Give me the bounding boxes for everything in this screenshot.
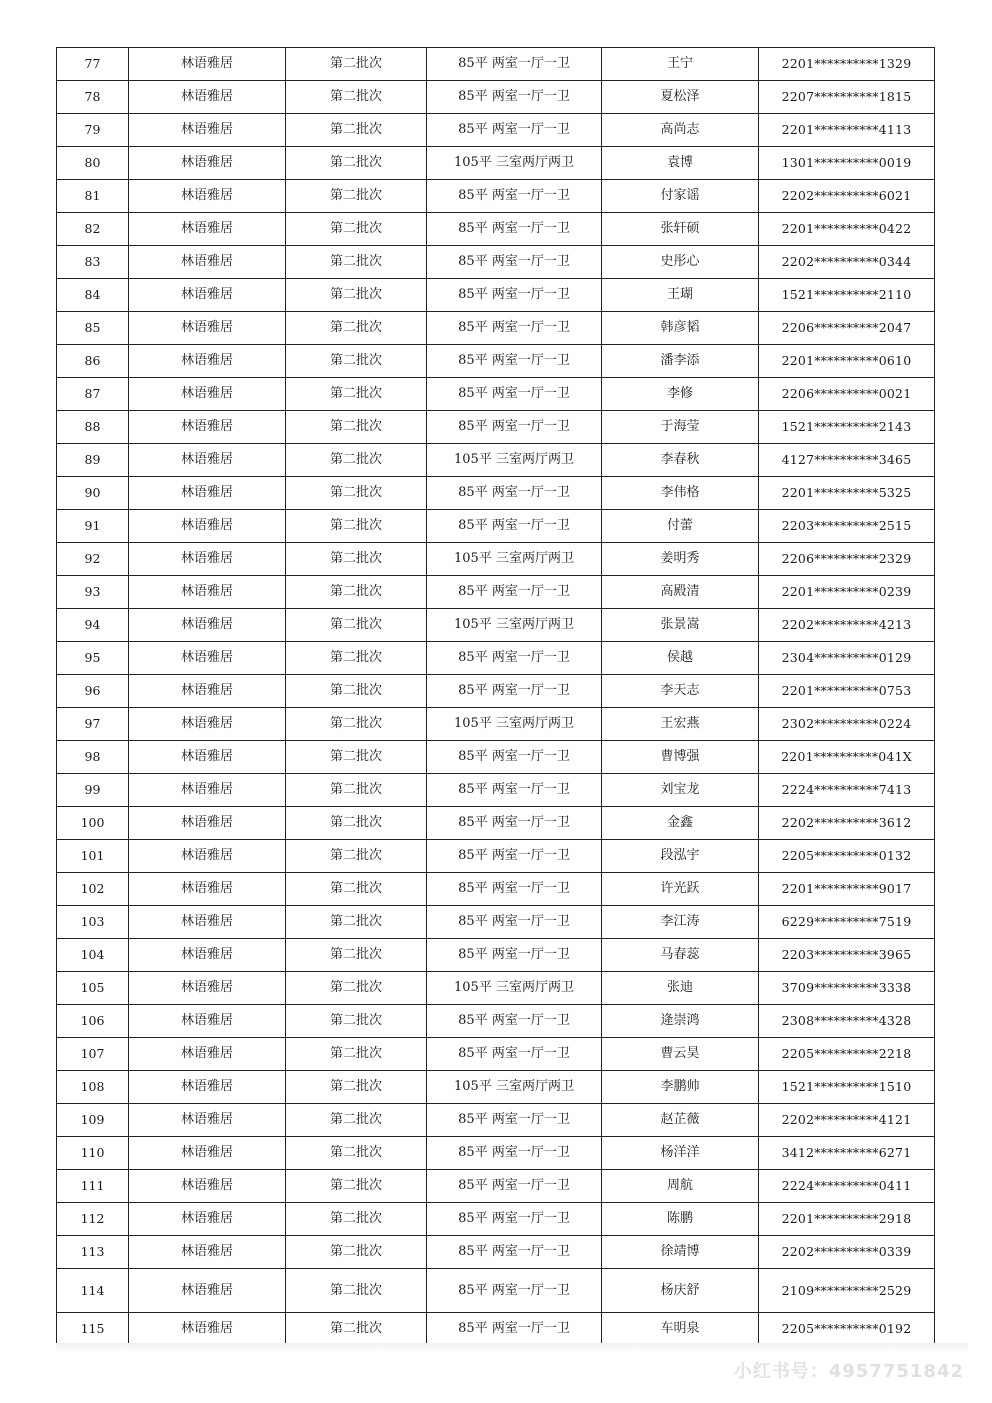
- resident-name: 李修: [602, 378, 759, 411]
- table-row: [57, 1170, 935, 1203]
- id-number: 2206**********0021: [759, 378, 935, 411]
- id-number: 2202**********6021: [759, 180, 935, 213]
- community-name: 林语雅居: [129, 807, 286, 840]
- id-number: 2202**********4213: [759, 609, 935, 642]
- community-name: 林语雅居: [129, 774, 286, 807]
- id-number: 2203**********3965: [759, 939, 935, 972]
- row-number: 83: [57, 246, 129, 279]
- batch-label: 第二批次: [286, 213, 427, 246]
- unit-type: 105平 三室两厅两卫: [427, 972, 602, 1005]
- id-number: 3709**********3338: [759, 972, 935, 1005]
- table-row: [57, 543, 935, 576]
- batch-label: 第二批次: [286, 180, 427, 213]
- table-row: [57, 675, 935, 708]
- unit-type: 85平 两室一厅一卫: [427, 510, 602, 543]
- resident-name: 曹博强: [602, 741, 759, 774]
- resident-name: 马春蕊: [602, 939, 759, 972]
- batch-label: 第二批次: [286, 873, 427, 906]
- table-row: [57, 114, 935, 147]
- row-number: 89: [57, 444, 129, 477]
- table-row: [57, 741, 935, 774]
- resident-name: 金鑫: [602, 807, 759, 840]
- row-number: 111: [57, 1170, 129, 1203]
- id-number: 2201**********1329: [759, 48, 935, 81]
- id-number: 2202**********3612: [759, 807, 935, 840]
- id-number: 2109**********2529: [759, 1269, 935, 1313]
- id-number: 2202**********0344: [759, 246, 935, 279]
- resident-name: 韩彦韬: [602, 312, 759, 345]
- community-name: 林语雅居: [129, 312, 286, 345]
- row-number: 108: [57, 1071, 129, 1104]
- table-row: [57, 279, 935, 312]
- batch-label: 第二批次: [286, 378, 427, 411]
- resident-name: 张轩硕: [602, 213, 759, 246]
- row-number: 110: [57, 1137, 129, 1170]
- community-name: 林语雅居: [129, 873, 286, 906]
- resident-name: 逄崇鸿: [602, 1005, 759, 1038]
- unit-type: 85平 两室一厅一卫: [427, 642, 602, 675]
- batch-label: 第二批次: [286, 675, 427, 708]
- table-row: [57, 1038, 935, 1071]
- community-name: 林语雅居: [129, 1071, 286, 1104]
- row-number: 100: [57, 807, 129, 840]
- batch-label: 第二批次: [286, 246, 427, 279]
- row-number: 80: [57, 147, 129, 180]
- resident-name: 王瑚: [602, 279, 759, 312]
- unit-type: 85平 两室一厅一卫: [427, 873, 602, 906]
- unit-type: 85平 两室一厅一卫: [427, 477, 602, 510]
- batch-label: 第二批次: [286, 543, 427, 576]
- resident-name: 史彤心: [602, 246, 759, 279]
- community-name: 林语雅居: [129, 1269, 286, 1313]
- community-name: 林语雅居: [129, 147, 286, 180]
- unit-type: 85平 两室一厅一卫: [427, 807, 602, 840]
- batch-label: 第二批次: [286, 1137, 427, 1170]
- resident-name: 侯越: [602, 642, 759, 675]
- table-row: [57, 708, 935, 741]
- batch-label: 第二批次: [286, 1038, 427, 1071]
- unit-type: 85平 两室一厅一卫: [427, 675, 602, 708]
- row-number: 99: [57, 774, 129, 807]
- unit-type: 85平 两室一厅一卫: [427, 1313, 602, 1346]
- batch-label: 第二批次: [286, 939, 427, 972]
- table-row: [57, 972, 935, 1005]
- row-number: 109: [57, 1104, 129, 1137]
- community-name: 林语雅居: [129, 477, 286, 510]
- resident-name: 潘李添: [602, 345, 759, 378]
- allocation-table: [56, 47, 935, 1346]
- batch-label: 第二批次: [286, 741, 427, 774]
- unit-type: 105平 三室两厅两卫: [427, 1071, 602, 1104]
- table-row: [57, 1313, 935, 1346]
- table-row: [57, 774, 935, 807]
- unit-type: 85平 两室一厅一卫: [427, 81, 602, 114]
- table-row: [57, 840, 935, 873]
- resident-name: 高殿清: [602, 576, 759, 609]
- table-row: [57, 312, 935, 345]
- row-number: 78: [57, 81, 129, 114]
- resident-name: 段泓宇: [602, 840, 759, 873]
- batch-label: 第二批次: [286, 312, 427, 345]
- row-number: 97: [57, 708, 129, 741]
- batch-label: 第二批次: [286, 774, 427, 807]
- community-name: 林语雅居: [129, 1137, 286, 1170]
- community-name: 林语雅居: [129, 246, 286, 279]
- row-number: 79: [57, 114, 129, 147]
- resident-name: 袁博: [602, 147, 759, 180]
- id-number: 3412**********6271: [759, 1137, 935, 1170]
- community-name: 林语雅居: [129, 114, 286, 147]
- id-number: 2201**********041X: [759, 741, 935, 774]
- unit-type: 85平 两室一厅一卫: [427, 774, 602, 807]
- unit-type: 85平 两室一厅一卫: [427, 1104, 602, 1137]
- batch-label: 第二批次: [286, 642, 427, 675]
- table-row: [57, 510, 935, 543]
- id-number: 2205**********2218: [759, 1038, 935, 1071]
- batch-label: 第二批次: [286, 1236, 427, 1269]
- table-row: [57, 939, 935, 972]
- batch-label: 第二批次: [286, 411, 427, 444]
- unit-type: 105平 三室两厅两卫: [427, 147, 602, 180]
- id-number: 2202**********0339: [759, 1236, 935, 1269]
- table-row: [57, 642, 935, 675]
- unit-type: 85平 两室一厅一卫: [427, 840, 602, 873]
- batch-label: 第二批次: [286, 1005, 427, 1038]
- unit-type: 85平 两室一厅一卫: [427, 939, 602, 972]
- resident-name: 夏松泽: [602, 81, 759, 114]
- community-name: 林语雅居: [129, 180, 286, 213]
- batch-label: 第二批次: [286, 1104, 427, 1137]
- resident-name: 姜明秀: [602, 543, 759, 576]
- community-name: 林语雅居: [129, 741, 286, 774]
- table-row: [57, 873, 935, 906]
- community-name: 林语雅居: [129, 675, 286, 708]
- community-name: 林语雅居: [129, 708, 286, 741]
- batch-label: 第二批次: [286, 279, 427, 312]
- resident-name: 徐靖博: [602, 1236, 759, 1269]
- id-number: 2224**********7413: [759, 774, 935, 807]
- resident-name: 李鹏帅: [602, 1071, 759, 1104]
- row-number: 114: [57, 1269, 129, 1313]
- id-number: 2205**********0192: [759, 1313, 935, 1346]
- table-row: [57, 246, 935, 279]
- resident-name: 车明泉: [602, 1313, 759, 1346]
- resident-name: 王宁: [602, 48, 759, 81]
- unit-type: 85平 两室一厅一卫: [427, 411, 602, 444]
- community-name: 林语雅居: [129, 378, 286, 411]
- community-name: 林语雅居: [129, 279, 286, 312]
- batch-label: 第二批次: [286, 1170, 427, 1203]
- table-row: [57, 1137, 935, 1170]
- id-number: 2207**********1815: [759, 81, 935, 114]
- batch-label: 第二批次: [286, 840, 427, 873]
- community-name: 林语雅居: [129, 345, 286, 378]
- id-number: 2202**********4121: [759, 1104, 935, 1137]
- table-row: [57, 180, 935, 213]
- unit-type: 85平 两室一厅一卫: [427, 1038, 602, 1071]
- row-number: 101: [57, 840, 129, 873]
- table-row: [57, 906, 935, 939]
- resident-name: 李伟格: [602, 477, 759, 510]
- community-name: 林语雅居: [129, 1313, 286, 1346]
- table-row: [57, 1203, 935, 1236]
- unit-type: 85平 两室一厅一卫: [427, 1005, 602, 1038]
- resident-name: 李天志: [602, 675, 759, 708]
- unit-type: 85平 两室一厅一卫: [427, 279, 602, 312]
- row-number: 87: [57, 378, 129, 411]
- row-number: 112: [57, 1203, 129, 1236]
- unit-type: 85平 两室一厅一卫: [427, 180, 602, 213]
- row-number: 82: [57, 213, 129, 246]
- unit-type: 105平 三室两厅两卫: [427, 708, 602, 741]
- row-number: 98: [57, 741, 129, 774]
- batch-label: 第二批次: [286, 1269, 427, 1313]
- unit-type: 105平 三室两厅两卫: [427, 543, 602, 576]
- batch-label: 第二批次: [286, 81, 427, 114]
- resident-name: 李江涛: [602, 906, 759, 939]
- batch-label: 第二批次: [286, 345, 427, 378]
- row-number: 113: [57, 1236, 129, 1269]
- resident-name: 许光跃: [602, 873, 759, 906]
- community-name: 林语雅居: [129, 906, 286, 939]
- table-body: [57, 48, 935, 1346]
- unit-type: 85平 两室一厅一卫: [427, 378, 602, 411]
- resident-name: 杨洋洋: [602, 1137, 759, 1170]
- resident-name: 赵芷薇: [602, 1104, 759, 1137]
- id-number: 2201**********0422: [759, 213, 935, 246]
- unit-type: 85平 两室一厅一卫: [427, 1269, 602, 1313]
- table-row: [57, 411, 935, 444]
- community-name: 林语雅居: [129, 81, 286, 114]
- id-number: 2201**********5325: [759, 477, 935, 510]
- resident-name: 付家谣: [602, 180, 759, 213]
- resident-name: 周航: [602, 1170, 759, 1203]
- table-row: [57, 444, 935, 477]
- row-number: 92: [57, 543, 129, 576]
- row-number: 90: [57, 477, 129, 510]
- unit-type: 85平 两室一厅一卫: [427, 114, 602, 147]
- resident-name: 杨庆舒: [602, 1269, 759, 1313]
- id-number: 2308**********4328: [759, 1005, 935, 1038]
- table-row: [57, 1269, 935, 1313]
- row-number: 84: [57, 279, 129, 312]
- table-row: [57, 81, 935, 114]
- resident-name: 曹云昊: [602, 1038, 759, 1071]
- unit-type: 85平 两室一厅一卫: [427, 906, 602, 939]
- row-number: 94: [57, 609, 129, 642]
- community-name: 林语雅居: [129, 543, 286, 576]
- resident-name: 于海莹: [602, 411, 759, 444]
- row-number: 93: [57, 576, 129, 609]
- resident-name: 高尚志: [602, 114, 759, 147]
- batch-label: 第二批次: [286, 576, 427, 609]
- page-shadow: [56, 1343, 968, 1353]
- batch-label: 第二批次: [286, 906, 427, 939]
- id-number: 2201**********4113: [759, 114, 935, 147]
- unit-type: 85平 两室一厅一卫: [427, 1236, 602, 1269]
- resident-name: 陈鹏: [602, 1203, 759, 1236]
- batch-label: 第二批次: [286, 972, 427, 1005]
- community-name: 林语雅居: [129, 642, 286, 675]
- id-number: 1521**********1510: [759, 1071, 935, 1104]
- resident-name: 王宏燕: [602, 708, 759, 741]
- unit-type: 105平 三室两厅两卫: [427, 609, 602, 642]
- batch-label: 第二批次: [286, 114, 427, 147]
- resident-name: 李春秋: [602, 444, 759, 477]
- community-name: 林语雅居: [129, 939, 286, 972]
- unit-type: 85平 两室一厅一卫: [427, 213, 602, 246]
- row-number: 106: [57, 1005, 129, 1038]
- batch-label: 第二批次: [286, 807, 427, 840]
- batch-label: 第二批次: [286, 48, 427, 81]
- unit-type: 85平 两室一厅一卫: [427, 312, 602, 345]
- row-number: 105: [57, 972, 129, 1005]
- community-name: 林语雅居: [129, 48, 286, 81]
- unit-type: 85平 两室一厅一卫: [427, 1137, 602, 1170]
- unit-type: 85平 两室一厅一卫: [427, 345, 602, 378]
- table-row: [57, 576, 935, 609]
- row-number: 95: [57, 642, 129, 675]
- community-name: 林语雅居: [129, 1170, 286, 1203]
- id-number: 2205**********0132: [759, 840, 935, 873]
- unit-type: 85平 两室一厅一卫: [427, 741, 602, 774]
- batch-label: 第二批次: [286, 1313, 427, 1346]
- community-name: 林语雅居: [129, 972, 286, 1005]
- unit-type: 85平 两室一厅一卫: [427, 246, 602, 279]
- table-row: [57, 213, 935, 246]
- table-row: [57, 1071, 935, 1104]
- id-number: 4127**********3465: [759, 444, 935, 477]
- community-name: 林语雅居: [129, 576, 286, 609]
- unit-type: 85平 两室一厅一卫: [427, 576, 602, 609]
- batch-label: 第二批次: [286, 1203, 427, 1236]
- table-row: [57, 48, 935, 81]
- row-number: 88: [57, 411, 129, 444]
- id-number: 1521**********2110: [759, 279, 935, 312]
- row-number: 96: [57, 675, 129, 708]
- batch-label: 第二批次: [286, 510, 427, 543]
- community-name: 林语雅居: [129, 510, 286, 543]
- table-row: [57, 378, 935, 411]
- batch-label: 第二批次: [286, 147, 427, 180]
- id-number: 2224**********0411: [759, 1170, 935, 1203]
- row-number: 85: [57, 312, 129, 345]
- id-number: 6229**********7519: [759, 906, 935, 939]
- resident-name: 张景嵩: [602, 609, 759, 642]
- batch-label: 第二批次: [286, 1071, 427, 1104]
- community-name: 林语雅居: [129, 1005, 286, 1038]
- row-number: 103: [57, 906, 129, 939]
- batch-label: 第二批次: [286, 444, 427, 477]
- id-number: 1301**********0019: [759, 147, 935, 180]
- id-number: 2201**********9017: [759, 873, 935, 906]
- community-name: 林语雅居: [129, 840, 286, 873]
- id-number: 2302**********0224: [759, 708, 935, 741]
- community-name: 林语雅居: [129, 213, 286, 246]
- table-row: [57, 807, 935, 840]
- id-number: 2201**********0753: [759, 675, 935, 708]
- community-name: 林语雅居: [129, 1203, 286, 1236]
- batch-label: 第二批次: [286, 477, 427, 510]
- id-number: 2201**********0239: [759, 576, 935, 609]
- table-row: [57, 477, 935, 510]
- id-number: 2201**********2918: [759, 1203, 935, 1236]
- community-name: 林语雅居: [129, 411, 286, 444]
- table-row: [57, 1005, 935, 1038]
- batch-label: 第二批次: [286, 609, 427, 642]
- id-number: 2203**********2515: [759, 510, 935, 543]
- row-number: 102: [57, 873, 129, 906]
- row-number: 81: [57, 180, 129, 213]
- resident-name: 张迪: [602, 972, 759, 1005]
- community-name: 林语雅居: [129, 1236, 286, 1269]
- community-name: 林语雅居: [129, 444, 286, 477]
- row-number: 91: [57, 510, 129, 543]
- unit-type: 105平 三室两厅两卫: [427, 444, 602, 477]
- watermark: 小红书号：4957751842: [733, 1361, 964, 1382]
- row-number: 115: [57, 1313, 129, 1346]
- unit-type: 85平 两室一厅一卫: [427, 48, 602, 81]
- table-row: [57, 147, 935, 180]
- community-name: 林语雅居: [129, 609, 286, 642]
- batch-label: 第二批次: [286, 708, 427, 741]
- id-number: 2206**********2047: [759, 312, 935, 345]
- table-row: [57, 1236, 935, 1269]
- community-name: 林语雅居: [129, 1104, 286, 1137]
- row-number: 77: [57, 48, 129, 81]
- table-row: [57, 345, 935, 378]
- resident-name: 付蕾: [602, 510, 759, 543]
- id-number: 2206**********2329: [759, 543, 935, 576]
- row-number: 86: [57, 345, 129, 378]
- row-number: 104: [57, 939, 129, 972]
- row-number: 107: [57, 1038, 129, 1071]
- id-number: 1521**********2143: [759, 411, 935, 444]
- id-number: 2304**********0129: [759, 642, 935, 675]
- community-name: 林语雅居: [129, 1038, 286, 1071]
- table-row: [57, 609, 935, 642]
- unit-type: 85平 两室一厅一卫: [427, 1203, 602, 1236]
- table-row: [57, 1104, 935, 1137]
- unit-type: 85平 两室一厅一卫: [427, 1170, 602, 1203]
- resident-name: 刘宝龙: [602, 774, 759, 807]
- id-number: 2201**********0610: [759, 345, 935, 378]
